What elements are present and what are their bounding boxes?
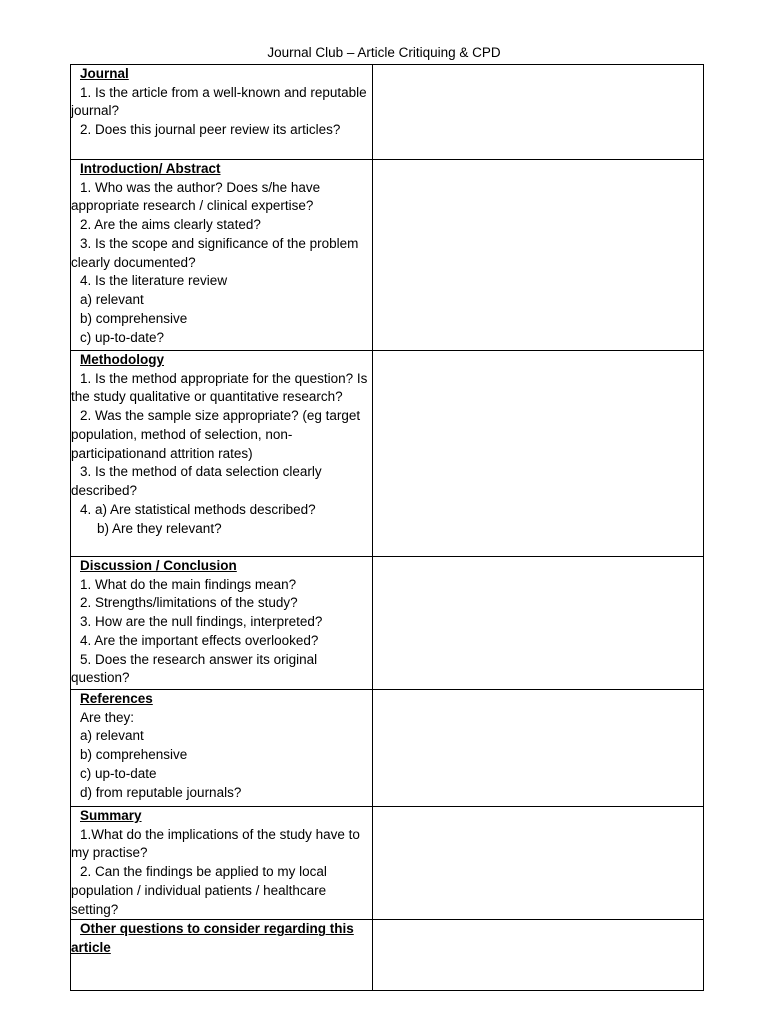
question-cell <box>71 920 373 991</box>
answer-cell[interactable] <box>373 557 704 690</box>
section-methodology <box>71 351 704 557</box>
question-line: c) up-to-date <box>80 765 157 781</box>
page-title: Journal Club – Article Critiquing & CPD <box>267 45 501 60</box>
question-line: 2. Are the aims clearly stated? <box>80 217 261 233</box>
question-line: c) up-to-date? <box>80 329 165 345</box>
question-cell <box>71 160 373 351</box>
answer-cell[interactable] <box>373 920 704 991</box>
question-line: a) relevant <box>80 728 144 744</box>
question-line: d) from reputable journals? <box>80 784 242 800</box>
question-line: 1. Who was the author? Does s/he have appropriate research / clinical expertise? <box>71 179 321 214</box>
question-line: 1.What do the implications of the study have to my practise? <box>71 826 360 861</box>
question-cell <box>71 557 373 690</box>
question-line: b) comprehensive <box>80 747 188 763</box>
section-heading: Summary <box>80 808 142 823</box>
section-heading: Other questions to consider regarding this article <box>71 921 354 955</box>
question-line: 3. Is the method of data selection clearly described? <box>71 464 322 499</box>
question-line: 1. What do the main findings mean? <box>80 576 297 592</box>
section-heading: Introduction/ Abstract <box>80 161 221 176</box>
section-heading: Journal <box>80 66 129 81</box>
question-cell <box>71 807 373 920</box>
section-heading: References <box>80 691 153 706</box>
section-discussion <box>71 557 704 690</box>
answer-cell[interactable] <box>373 690 704 807</box>
question-line: 1. Is the article from a well-known and reputable journal? <box>71 84 367 119</box>
question-line: 1. Is the method appropriate for the question? Is the study qualitative or quantitative research? <box>71 370 368 405</box>
answer-cell[interactable] <box>373 160 704 351</box>
section-heading: Discussion / Conclusion <box>80 558 237 573</box>
answer-cell[interactable] <box>373 65 704 160</box>
question-line: 2. Does this journal peer review its articles? <box>80 122 341 138</box>
question-line: 2. Was the sample size appropriate? (eg target population, method of selection, non-participationand attrition rates) <box>71 408 361 461</box>
question-cell <box>71 690 373 807</box>
question-line: 4. Is the literature review <box>80 273 228 289</box>
section-introduction <box>71 160 704 351</box>
question-line: 4. Are the important effects overlooked? <box>80 632 319 648</box>
question-cell <box>71 65 373 160</box>
question-line: b) comprehensive <box>80 311 188 327</box>
question-line: 2. Can the findings be applied to my local population / individual patients / healthcare setting? <box>71 864 327 917</box>
question-line: 3. How are the null findings, interpreted? <box>80 614 323 630</box>
answer-cell[interactable] <box>373 807 704 920</box>
answer-cell[interactable] <box>373 351 704 557</box>
section-journal <box>71 65 704 160</box>
question-line: 3. Is the scope and significance of the problem clearly documented? <box>71 235 359 270</box>
question-line: 2. Strengths/limitations of the study? <box>80 595 298 611</box>
section-other-questions <box>71 920 704 991</box>
question-line: 5. Does the research answer its original question? <box>71 651 318 686</box>
section-summary <box>71 807 704 920</box>
question-line: Are they: <box>80 709 135 725</box>
section-heading: Methodology <box>80 352 164 367</box>
question-line: a) relevant <box>80 292 144 308</box>
critique-table <box>70 64 704 991</box>
question-line: 4. a) Are statistical methods described? <box>80 502 316 518</box>
question-line: b) Are they relevant? <box>97 520 222 536</box>
question-cell <box>71 351 373 557</box>
section-references <box>71 690 704 807</box>
